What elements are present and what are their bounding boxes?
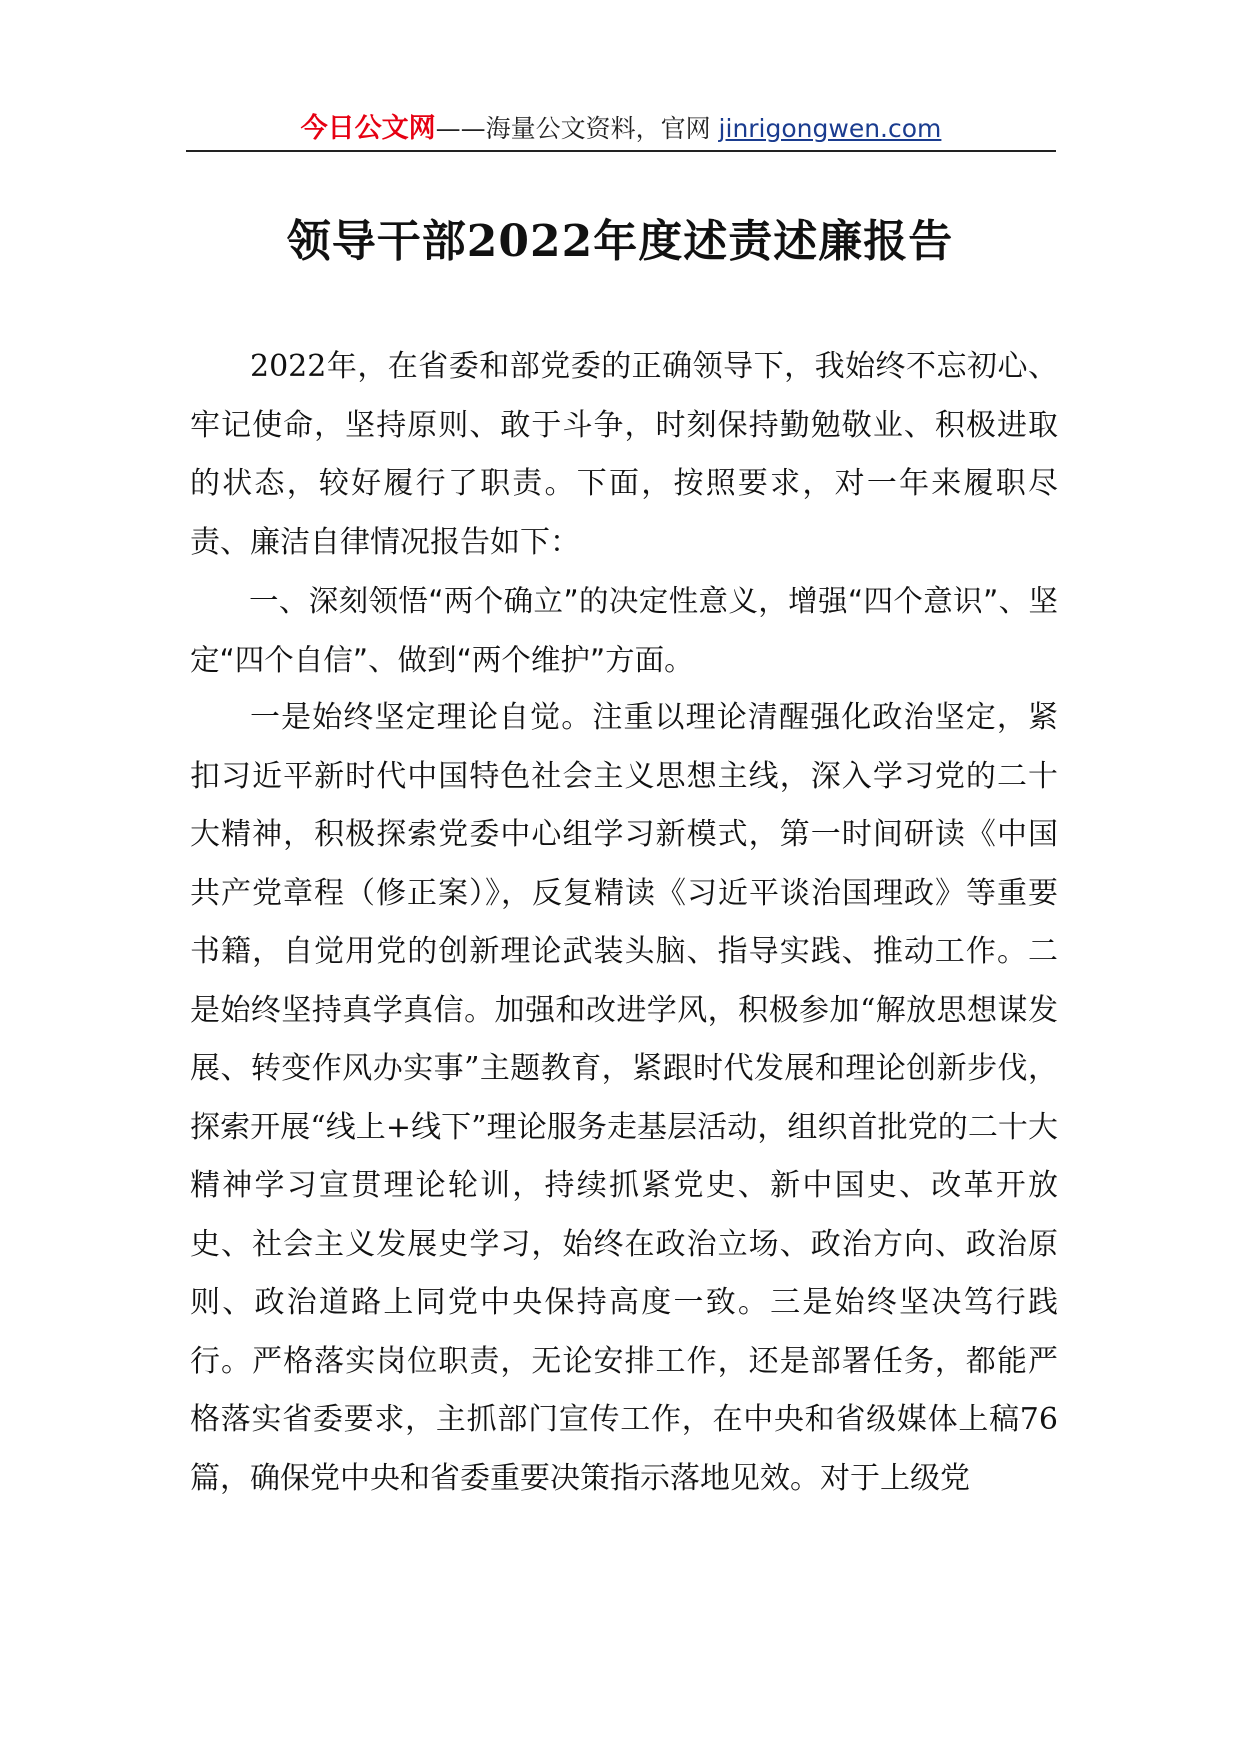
intro-paragraph: 2022年，在省委和部党委的正确领导下，我始终不忘初心、牢记使命，坚持原则、敢于斗争，时刻保持勤勉敬业、积极进取的状态，较好履行了职责。下面，按照要求，对一年来履职尽责、廉洁自律情况报告如下： <box>190 349 1058 560</box>
body-paragraph: 一是始终坚定理论自觉。注重以理论清醒强化政治坚定，紧扣习近平新时代中国特色社会主义思想主线，深入学习党的二十大精神，积极探索党委中心组学习新模式，第一时间研读《中国共产党章程（修正案）》，反复精读《习近平谈治国理政》等重要书籍，自觉用党的创新理论武装头脑、指导实践、推动工作。二是始终坚持真学真信。加强和改进学风，积极参加“解放思想谋发展、转变作风办实事”主题教育，紧跟时代发展和理论创新步伐，探索开展“线上+线下”理论服务走基层活动，组织首批党的二十大精神学习宣贯理论轮训，持续抓紧党史、新中国史、改革开放史、社会主义发展史学习，始终在政治立场、政治方向、政治原则、政治道路上同党中央保持高度一致。三是始终坚决笃行践行。严格落实岗位职责，无论安排工作，还是部署任务，都能严格落实省委要求，主抓部门宣传工作，在中央和省级媒体上稿76篇，确保党中央和省委重要决策指示落地见效。对于上级党 <box>190 700 1058 1496</box>
document-body <box>190 338 1058 1508</box>
site-url-link[interactable]: jinrigongwen.com <box>718 114 942 143</box>
site-brand: 今日公文网 <box>300 113 436 144</box>
document-title: 领导干部2022年度述责述廉报告 <box>286 216 954 267</box>
site-header <box>186 106 1056 152</box>
section-heading: 一、深刻领悟“两个确立”的决定性意义，增强“四个意识”、坚定“四个自信”、做到“两个维护”方面。 <box>190 584 1058 677</box>
site-tagline: ——海量公文资料，官网 <box>435 114 719 143</box>
